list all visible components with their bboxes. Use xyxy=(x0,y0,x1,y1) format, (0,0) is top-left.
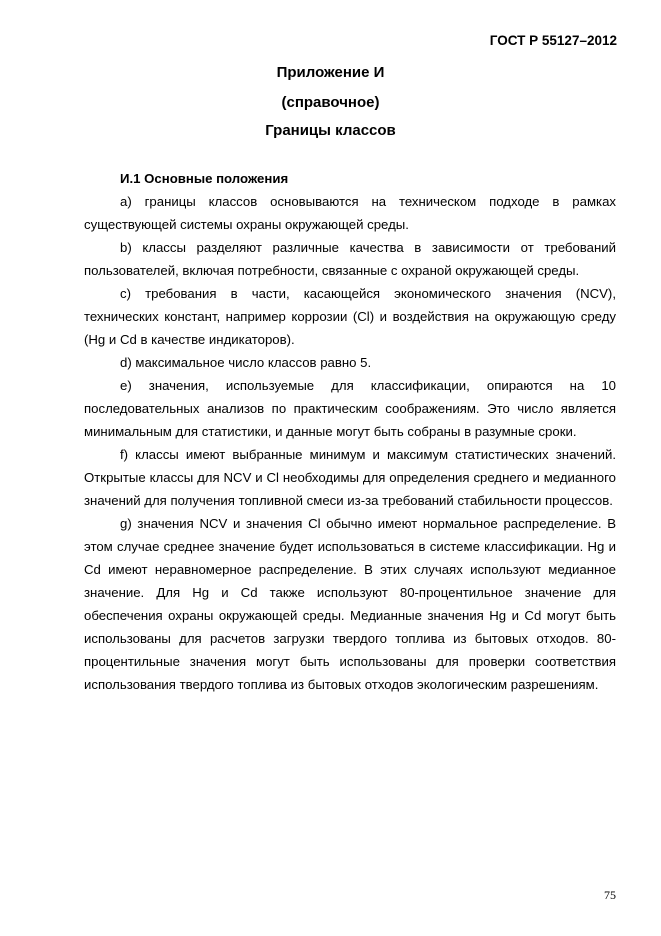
paragraph-c: c) требования в части, касающейся экономического значения (NCV), технических констант, например коррозии (Cl) и воздействия на окружающую среду (Hg и Cd в качестве индикаторов). xyxy=(84,286,616,347)
section-title: И.1 Основные положения xyxy=(120,171,289,186)
paragraph-g: g) значения NCV и значения Cl обычно имеют нормальное распределение. В этом случае среднее значение будет использоваться в системе классификации. Hg и Cd имеют неравномерное распределение. В этих случаях используют медианное значение. Для Hg и Cd также используют 80-процентильное значение для обеспечения охраны окружающей среды. Медианные значения Hg и Cd могут быть использованы для расчетов загрузки твердого топлива из бытовых отходов. 80-процентильные значения могут быть использованы для проверки соответствия использования твердого топлива из бытовых отходов экологическим разрешениям. xyxy=(84,516,616,692)
paragraph-b: b) классы разделяют различные качества в зависимости от требований пользователей, включая потребности, связанные с охраной окружающей среды. xyxy=(84,240,616,278)
body-text xyxy=(84,167,616,696)
paragraph-d: d) максимальное число классов равно 5. xyxy=(120,355,372,370)
paragraph-e: e) значения, используемые для классификации, опираются на 10 последовательных анализов по практическим соображениям. Это число является минимальным для статистики, и данные могут быть собраны в разумные сроки. xyxy=(84,378,616,439)
paragraph-f: f) классы имеют выбранные минимум и максимум статистических значений. Открытые классы для NCV и Cl необходимы для определения среднего и медианного значений для получения топливной смеси из-за требований стабильности процессов. xyxy=(84,447,616,508)
appendix-subtitle: (справочное) xyxy=(281,94,380,111)
paragraph-a: a) границы классов основываются на техническом подходе в рамках существующей системы охраны окружающей среды. xyxy=(84,194,616,232)
appendix-title: Приложение И xyxy=(276,64,385,81)
page-number: 75 xyxy=(604,888,616,902)
document-code: ГОСТ Р 55127–2012 xyxy=(489,33,617,48)
appendix-name: Границы классов xyxy=(265,122,396,139)
